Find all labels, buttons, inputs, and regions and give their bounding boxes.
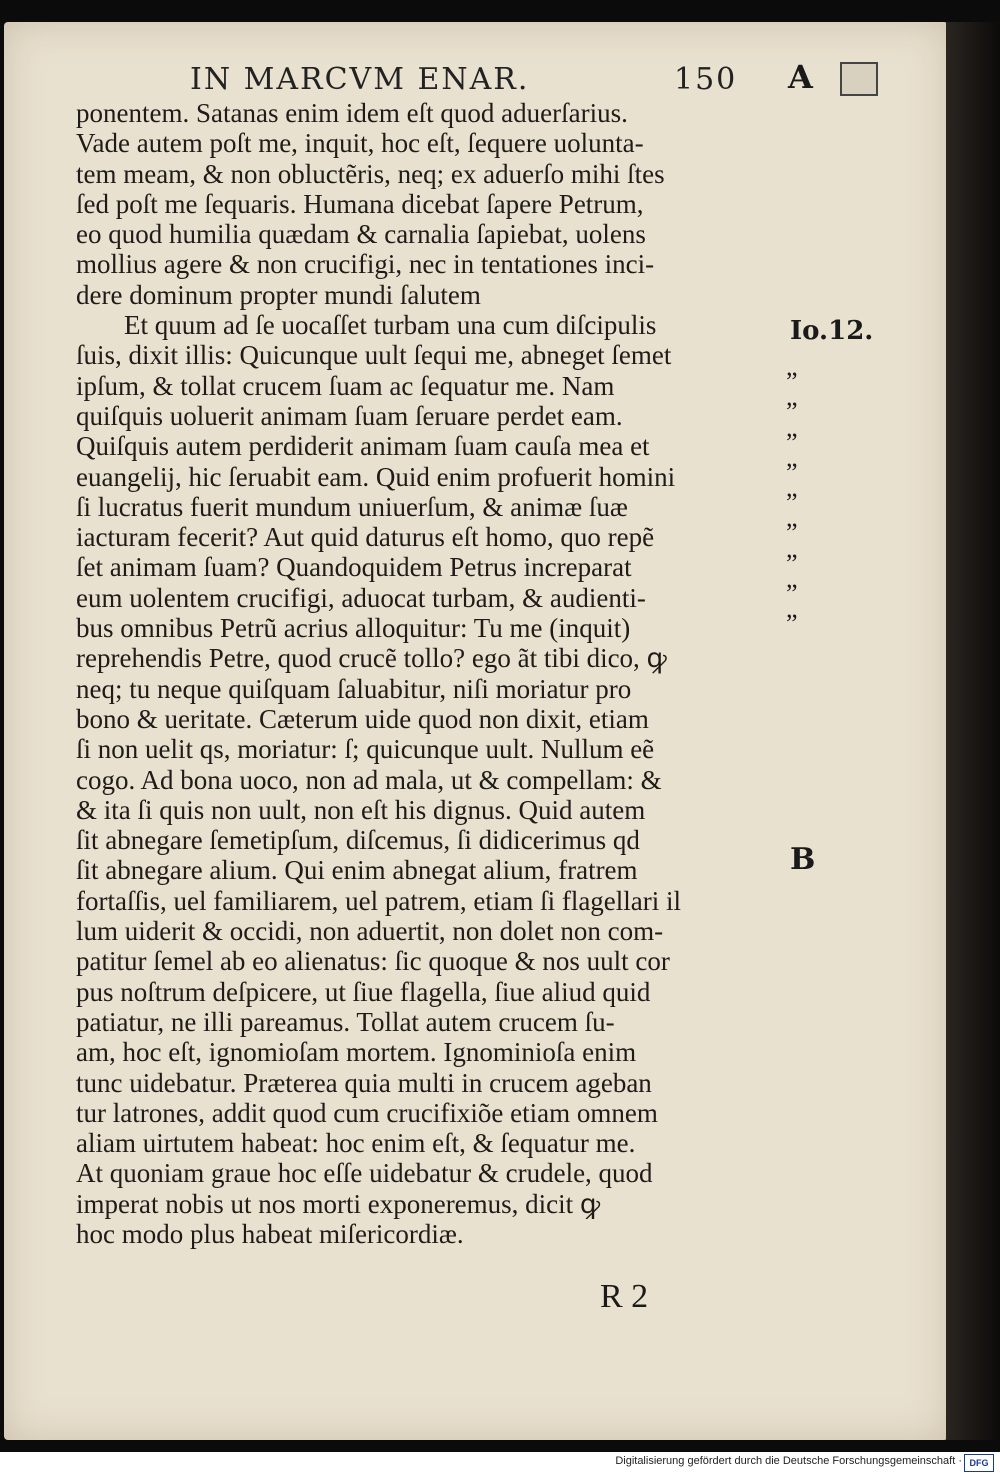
text-line: ſuis, dixit illis: Quicunque uult ſequi me, abneget ſemet bbox=[76, 340, 672, 371]
signature-mark: R 2 bbox=[600, 1278, 649, 1315]
margin-quote-marks bbox=[786, 352, 826, 625]
text-line: ponentem. Satanas enim idem eſt quod aduerſarius. bbox=[76, 98, 628, 128]
text-line: euangelij, hic ſeruabit eam. Quid enim profuerit homini bbox=[76, 461, 676, 492]
text-line: ſet animam ſuam? Quandoquidem Petrus increparat bbox=[76, 552, 632, 583]
text-line: cogo. Ad bona uoco, non ad mala, ut & compellam: & bbox=[76, 764, 662, 795]
quote-mark: „ bbox=[786, 442, 798, 472]
text-line: Quiſquis autem perdiderit animam ſuam cauſa mea et bbox=[76, 431, 650, 462]
text-line: quiſquis uoluerit animam ſuam ſeruare perdet eam. bbox=[76, 400, 623, 431]
footer-bar bbox=[0, 1452, 1000, 1474]
text-line: ſit abnegare alium. Qui enim abnegat alium, fratrem bbox=[76, 855, 638, 886]
text-line: neq; tu neque quiſquam ſaluabitur, niſi moriatur pro bbox=[76, 673, 632, 704]
quote-mark: „ bbox=[786, 352, 798, 381]
text-line: ſi lucratus fuerit mundum uniuerſum, & animæ ſuæ bbox=[76, 491, 628, 522]
text-line: tur latrones, addit quod cum crucifixiõe etiam omnem bbox=[76, 1097, 658, 1128]
text-line: ipſum, & tollat crucem ſuam ac ſequatur me. Nam bbox=[76, 370, 615, 401]
running-title: IN MARCVM ENAR. bbox=[190, 62, 530, 97]
body-text bbox=[76, 98, 772, 1249]
text-line: am, hoc eſt, ignomioſam mortem. Ignominioſa enim bbox=[76, 1037, 637, 1068]
book-spine bbox=[946, 22, 1000, 1440]
text-line: eum uolentem crucifigi, aduocat turbam, & audienti- bbox=[76, 582, 646, 613]
text-line: & ita ſi quis non uult, non eſt his dignus. Quid autem bbox=[76, 794, 646, 825]
text-line: ſit abnegare ſemetipſum, diſcemus, ſi didicerimus qd bbox=[76, 825, 640, 856]
margin-section-a: A bbox=[788, 58, 813, 96]
text-line: Vade autem poſt me, inquit, hoc eſt, ſequere uolunta- bbox=[76, 128, 644, 159]
text-line: hoc modo plus habeat miſericordiæ. bbox=[76, 1218, 464, 1249]
page-number: 150 bbox=[674, 62, 738, 97]
footer-credit: Digitalisierung gefördert durch die Deutsche Forschungsgemeinschaft · bbox=[615, 1455, 962, 1467]
quote-mark: „ bbox=[786, 594, 798, 624]
text-line: mollius agere & non crucifigi, nec in tentationes inci- bbox=[76, 249, 655, 280]
quote-mark: „ bbox=[786, 473, 798, 503]
text-line: imperat nobis ut nos morti exponeremus, dicit ꝙ bbox=[76, 1188, 601, 1219]
margin-section-b: B bbox=[790, 842, 816, 877]
text-line: tunc uidebatur. Præterea quia multi in crucem ageban bbox=[76, 1067, 652, 1098]
text-line: aliam uirtutem habeat: hoc enim eſt, & ſequatur me. bbox=[76, 1128, 636, 1159]
text-line: tem meam, & non obluctẽris, neq; ex aduerſo mihi ſtes bbox=[76, 158, 665, 189]
text-line: patitur ſemel ab eo alienatus: ſic quoque & nos uult cor bbox=[76, 946, 670, 977]
text-line: At quoniam graue hoc eſſe uidebatur & crudele, quod bbox=[76, 1158, 653, 1189]
text-line: dere dominum propter mundi ſalutem bbox=[76, 279, 481, 310]
quote-mark: „ bbox=[786, 533, 798, 563]
quote-mark: „ bbox=[786, 564, 798, 594]
quote-mark: „ bbox=[786, 412, 798, 442]
text-line: lum uiderit & occidi, non aduertit, non dolet non com- bbox=[76, 916, 664, 947]
text-line: iacturam fecerit? Aut quid daturus eſt homo, quo repẽ bbox=[76, 522, 655, 553]
text-line: ſi non uelit qs, moriatur: ſ; quicunque uult. Nullum eẽ bbox=[76, 734, 655, 765]
text-line: patiatur, ne illi pareamus. Tollat autem crucem ſu- bbox=[76, 1006, 615, 1037]
text-line: fortaſſis, uel familiarem, uel patrem, etiam ſi flagellari il bbox=[76, 885, 682, 916]
stamp-icon bbox=[840, 62, 878, 96]
text-line: ſed poſt me ſequaris. Humana dicebat ſapere Petrum, bbox=[76, 188, 644, 219]
text-line: pus noſtrum deſpicere, ut ſiue flagella, ſiue aliud quid bbox=[76, 976, 651, 1007]
margin-reference: Io.12. bbox=[790, 316, 874, 346]
text-line: bono & ueritate. Cæterum uide quod non dixit, etiam bbox=[76, 703, 649, 734]
dfg-logo: DFG bbox=[964, 1454, 994, 1472]
text-line: eo quod humilia quædam & carnalia ſapiebat, uolens bbox=[76, 219, 646, 250]
quote-mark: „ bbox=[786, 382, 798, 412]
quote-mark: „ bbox=[786, 503, 798, 533]
text-line: reprehendis Petre, quod crucẽ tollo? ego ãt tibi dico, ꝙ bbox=[76, 643, 667, 674]
text-line: Et quum ad ſe uocaſſet turbam una cum diſcipulis bbox=[124, 310, 657, 341]
text-line: bus omnibus Petrũ acrius alloquitur: Tu me (inquit) bbox=[76, 613, 631, 644]
